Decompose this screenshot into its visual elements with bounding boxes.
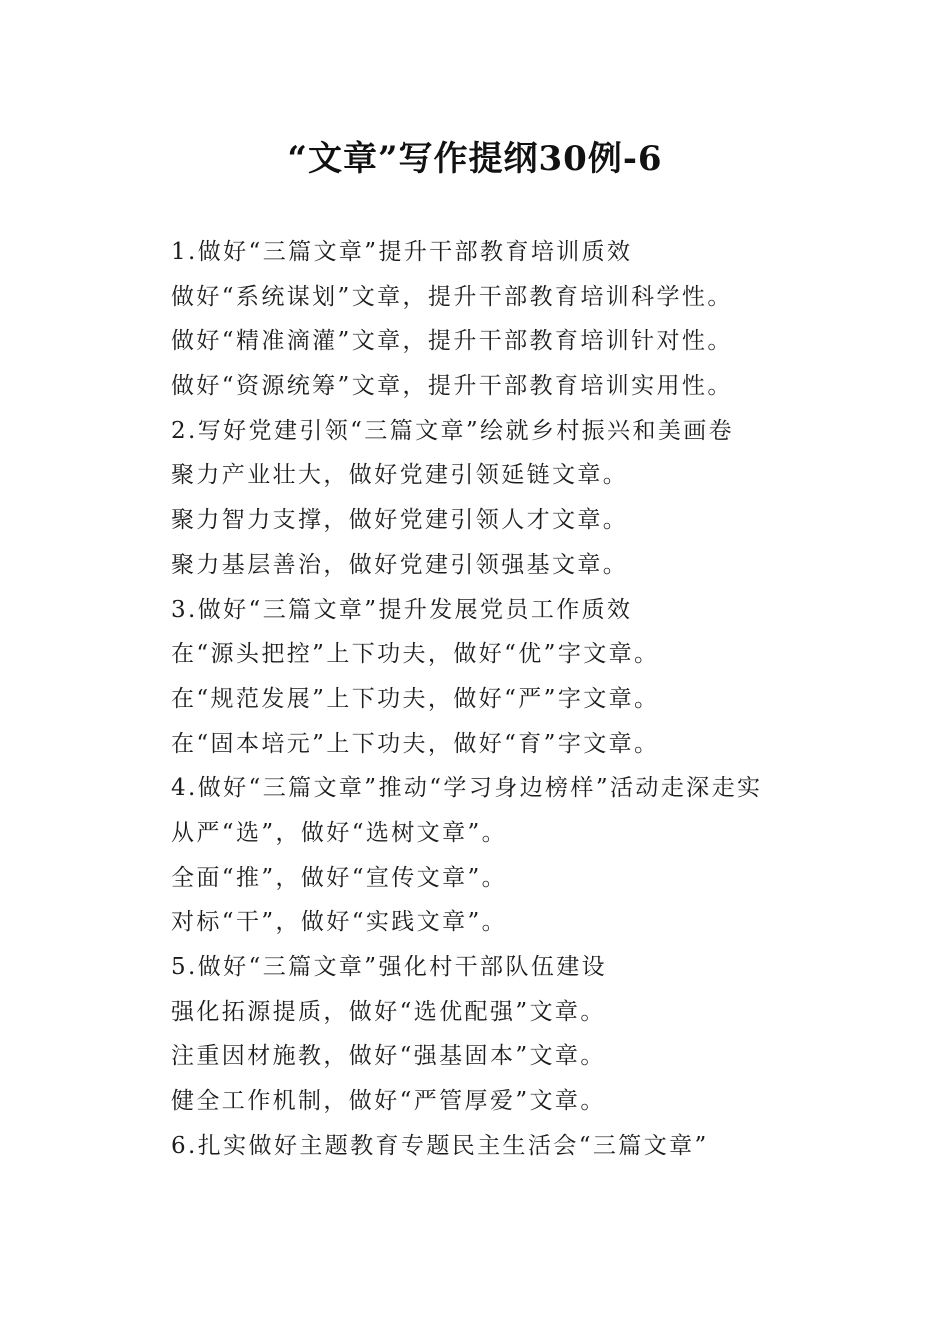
text-line: 对标“干”，做好“实践文章”。 — [171, 909, 508, 936]
text-line: 1.做好“三篇文章”提升干部教育培训质效 — [171, 239, 633, 265]
text-line: 在“固本培元”上下功夫，做好“育”字文章。 — [171, 730, 660, 757]
document-title: “文章”写作提纲30例-6 — [287, 139, 663, 179]
text-line: 注重因材施教，做好“强基固本”文章。 — [171, 1043, 606, 1070]
text-line: 做好“系统谋划”文章，提升干部教育培训科学性。 — [171, 283, 733, 310]
text-line: 3.做好“三篇文章”提升发展党员工作质效 — [171, 596, 633, 623]
text-line: 在“规范发展”上下功夫，做好“严”字文章。 — [171, 685, 660, 712]
text-line: 4.做好“三篇文章”推动“学习身边榜样”活动走深走实 — [171, 775, 763, 802]
text-line: 6.扎实做好主题教育专题民主生活会“三篇文章” — [171, 1132, 709, 1159]
text-line: 聚力产业壮大，做好党建引领延链文章。 — [171, 462, 629, 489]
document-body — [171, 230, 871, 1168]
text-line: 强化拓源提质，做好“选优配强”文章。 — [171, 998, 606, 1025]
text-line: 做好“精准滴灌”文章，提升干部教育培训针对性。 — [171, 328, 733, 355]
text-line: 健全工作机制，做好“严管厚爱”文章。 — [171, 1088, 606, 1115]
text-line: 聚力基层善治，做好党建引领强基文章。 — [171, 551, 629, 578]
text-line: 从严“选”，做好“选树文章”。 — [171, 819, 508, 846]
text-line: 全面“推”，做好“宣传文章”。 — [171, 864, 508, 891]
text-line: 在“源头把控”上下功夫，做好“优”字文章。 — [171, 641, 660, 668]
text-line: 2.写好党建引领“三篇文章”绘就乡村振兴和美画卷 — [171, 417, 735, 444]
text-line: 5.做好“三篇文章”强化村干部队伍建设 — [171, 954, 608, 980]
text-line: 做好“资源统筹”文章，提升干部教育培训实用性。 — [171, 373, 733, 400]
text-line: 聚力智力支撑，做好党建引领人才文章。 — [171, 507, 629, 534]
